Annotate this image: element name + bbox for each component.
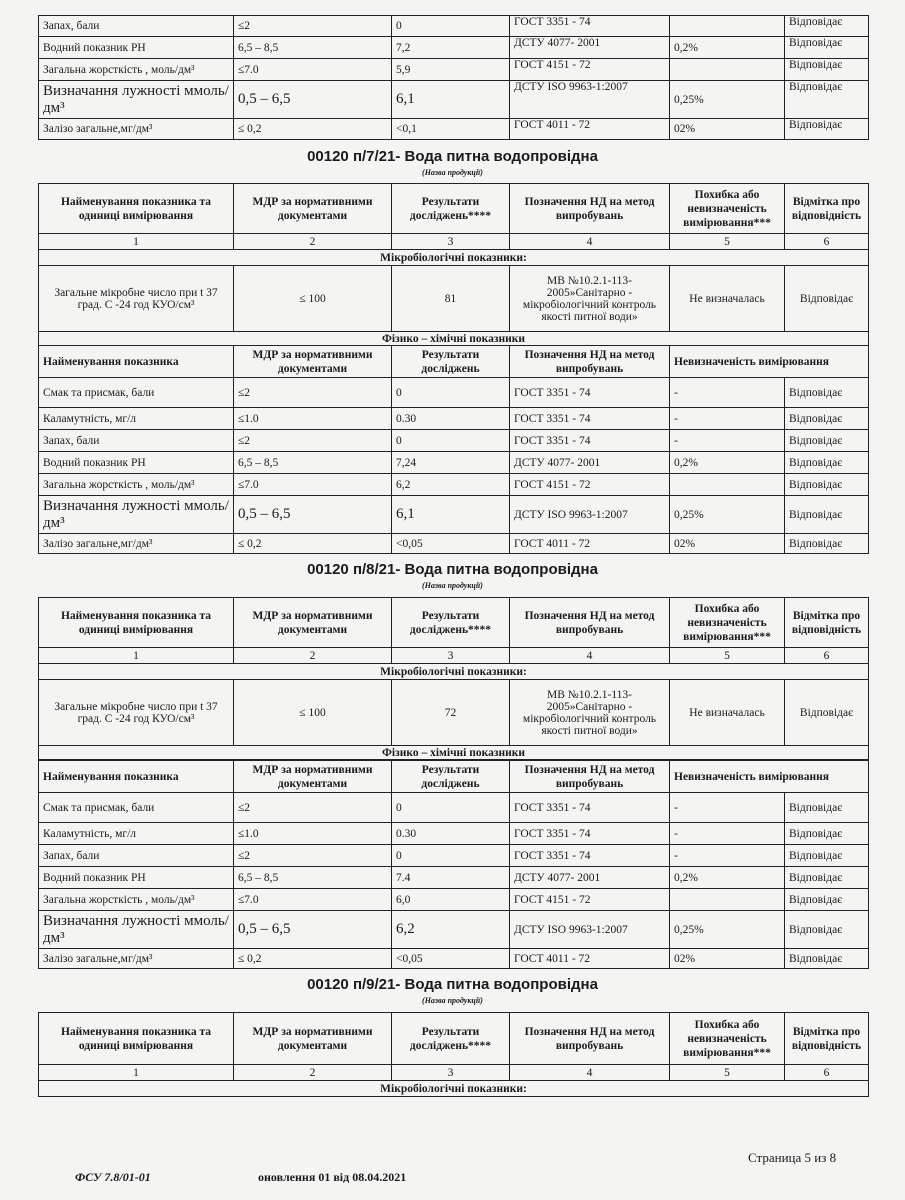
cell-result: 0.30 <box>392 408 510 430</box>
cell-unc: - <box>670 845 785 867</box>
col-num: 4 <box>510 1065 670 1081</box>
cell-unc: 02% <box>670 949 785 969</box>
table-row <box>39 81 869 119</box>
cell-conf: Відповідає <box>785 867 869 889</box>
cell-result: 0 <box>392 430 510 452</box>
cell-name: Запах, бали <box>39 430 234 452</box>
header-method: Позначення НД на метод випробувань <box>510 184 670 234</box>
header-method: Позначення НД на метод випробувань <box>510 598 670 648</box>
cell-result: 6,1 <box>392 81 510 119</box>
col-num: 6 <box>785 1065 869 1081</box>
header-name: Найменування показника <box>39 346 234 378</box>
col-num: 3 <box>392 1065 510 1081</box>
cell-norm: ≤2 <box>234 16 392 37</box>
table-row <box>39 680 869 746</box>
header-conf: Відмітка про відповідність <box>785 1013 869 1065</box>
column-number-row <box>39 648 869 664</box>
section-label: Фізико – хімічні показники <box>39 746 869 760</box>
cell-unc <box>670 16 785 37</box>
table-row <box>39 430 869 452</box>
cell-result: 0 <box>392 845 510 867</box>
cell-result: 6,2 <box>392 474 510 496</box>
section-label: Мікробіологічні показники: <box>39 664 869 680</box>
cell-unc: 02% <box>670 119 785 140</box>
section-label: Фізико – хімічні показники <box>39 332 869 346</box>
header-result: Результати досліджень**** <box>392 184 510 234</box>
col-num: 5 <box>670 1065 785 1081</box>
cell-method: ГОСТ 3351 - 74 <box>510 408 670 430</box>
table-row <box>39 266 869 332</box>
table-row <box>39 911 869 949</box>
product-subtitle: (Назва продукції) <box>422 581 483 590</box>
cell-norm: 0,5 – 6,5 <box>234 911 392 949</box>
col-num: 4 <box>510 234 670 250</box>
table-row <box>39 889 869 911</box>
cell-unc: 0,2% <box>670 37 785 59</box>
cell-unc: 0,25% <box>670 81 785 119</box>
cell-result: <0,05 <box>392 949 510 969</box>
cell-method: ГОСТ 4011 - 72 <box>510 119 670 140</box>
cell-norm: 0,5 – 6,5 <box>234 81 392 119</box>
table-row <box>39 793 869 823</box>
cell-method: ГОСТ 3351 - 74 <box>510 430 670 452</box>
table-row <box>39 474 869 496</box>
product-subtitle: (Назва продукції) <box>422 168 483 177</box>
header-conf: Відмітка про відповідність <box>785 184 869 234</box>
cell-name: Каламутність, мг/л <box>39 408 234 430</box>
cell-method: ДСТУ ISO 9963-1:2007 <box>510 81 670 119</box>
cell-name: Водний показник РН <box>39 452 234 474</box>
cell-norm: ≤2 <box>234 378 392 408</box>
cell-method: ГОСТ 3351 - 74 <box>510 378 670 408</box>
cell-unc <box>670 59 785 81</box>
cell-unc <box>670 889 785 911</box>
header-norm: МДР за нормативними документами <box>234 1013 392 1065</box>
cell-unc: - <box>670 430 785 452</box>
cell-unc: Не визначалась <box>670 266 785 332</box>
cell-result: 72 <box>392 680 510 746</box>
page-number: Страница 5 из 8 <box>748 1150 837 1165</box>
cell-conf: Відповідає <box>785 378 869 408</box>
header-name: Найменування показника та одиниці вимірювання <box>39 598 234 648</box>
cell-name: Визначання лужності ммоль/дм³ <box>39 81 234 119</box>
cell-result: 7,24 <box>392 452 510 474</box>
cell-method: ГОСТ 4151 - 72 <box>510 59 670 81</box>
cell-result: 7,2 <box>392 37 510 59</box>
header-conf: Відмітка про відповідність <box>785 598 869 648</box>
table-row <box>39 949 869 969</box>
cell-name: Загальне мікробне число при t 37 град. С -24 год КУО/см³ <box>39 266 234 332</box>
cell-method: ГОСТ 3351 - 74 <box>510 845 670 867</box>
table-row <box>39 845 869 867</box>
col-num: 6 <box>785 648 869 664</box>
header-unc: Невизначеність вимірювання <box>670 346 869 378</box>
cell-conf: Відповідає <box>785 119 869 140</box>
table-chem-7 <box>38 345 869 554</box>
cell-name: Водний показник РН <box>39 37 234 59</box>
col-num: 3 <box>392 234 510 250</box>
cell-conf: Відповідає <box>785 823 869 845</box>
cell-norm: 6,5 – 8,5 <box>234 867 392 889</box>
section-row <box>39 250 869 266</box>
cell-result: 0.30 <box>392 823 510 845</box>
col-num: 4 <box>510 648 670 664</box>
table-header-row <box>39 761 869 793</box>
cell-conf: Відповідає <box>785 59 869 81</box>
cell-method: МВ №10.2.1-113-2005»Санітарно - мікробіологічний контроль якості питної води» <box>510 266 670 332</box>
cell-result: <0,05 <box>392 534 510 554</box>
cell-norm: ≤2 <box>234 845 392 867</box>
col-num: 6 <box>785 234 869 250</box>
table-row <box>39 119 869 140</box>
cell-name: Загальне мікробне число при t 37 град. С -24 год КУО/см³ <box>39 680 234 746</box>
cell-conf: Відповідає <box>785 793 869 823</box>
table-row <box>39 452 869 474</box>
table-row <box>39 59 869 81</box>
header-method: Позначення НД на метод випробувань <box>510 346 670 378</box>
cell-norm: 6,5 – 8,5 <box>234 37 392 59</box>
table-header-row <box>39 346 869 378</box>
cell-method: ГОСТ 4151 - 72 <box>510 474 670 496</box>
table-row <box>39 534 869 554</box>
cell-result: 6,1 <box>392 496 510 534</box>
cell-conf: Відповідає <box>785 911 869 949</box>
cell-method: ГОСТ 3351 - 74 <box>510 16 670 37</box>
cell-name: Визначання лужності ммоль/дм³ <box>39 911 234 949</box>
cell-name: Залізо загальне,мг/дм³ <box>39 949 234 969</box>
column-number-row <box>39 234 869 250</box>
section-label: Мікробіологічні показники: <box>39 250 869 266</box>
cell-conf: Відповідає <box>785 81 869 119</box>
product-title: 00120 п/7/21- Вода питна водопровідна <box>307 148 598 165</box>
cell-result: 6,0 <box>392 889 510 911</box>
table-row <box>39 867 869 889</box>
cell-method: ГОСТ 4011 - 72 <box>510 534 670 554</box>
section-row <box>39 1081 869 1097</box>
cell-name: Залізо загальне,мг/дм³ <box>39 119 234 140</box>
cell-name: Загальна жорсткість , моль/дм³ <box>39 474 234 496</box>
header-unc: Невизначеність вимірювання <box>670 761 869 793</box>
header-unc: Похибка або невизначеність вимірювання*** <box>670 598 785 648</box>
table-prev-chem <box>38 15 869 140</box>
section-row <box>39 746 869 760</box>
cell-conf: Відповідає <box>785 430 869 452</box>
header-name: Найменування показника <box>39 761 234 793</box>
cell-method: МВ №10.2.1-113-2005»Санітарно - мікробіологічний контроль якості питної води» <box>510 680 670 746</box>
section-row <box>39 332 869 346</box>
header-unc: Похибка або невизначеність вимірювання*** <box>670 184 785 234</box>
col-num: 3 <box>392 648 510 664</box>
cell-result: 7.4 <box>392 867 510 889</box>
revision-note: оновлення 01 від 08.04.2021 <box>258 1170 407 1184</box>
table-chem-8 <box>38 760 869 969</box>
cell-norm: ≤ 0,2 <box>234 119 392 140</box>
header-result: Результати досліджень <box>392 346 510 378</box>
product-subtitle: (Назва продукції) <box>422 996 483 1005</box>
cell-method: ГОСТ 3351 - 74 <box>510 793 670 823</box>
cell-conf: Відповідає <box>785 474 869 496</box>
cell-norm: ≤7.0 <box>234 889 392 911</box>
header-norm: МДР за нормативними документами <box>234 598 392 648</box>
header-unc: Похибка або невизначеність вимірювання*** <box>670 1013 785 1065</box>
col-num: 1 <box>39 648 234 664</box>
cell-conf: Відповідає <box>785 496 869 534</box>
cell-norm: ≤7.0 <box>234 59 392 81</box>
table-row <box>39 16 869 37</box>
cell-name: Водний показник РН <box>39 867 234 889</box>
cell-name: Каламутність, мг/л <box>39 823 234 845</box>
col-num: 2 <box>234 234 392 250</box>
cell-name: Смак та присмак, бали <box>39 378 234 408</box>
cell-norm: ≤ 0,2 <box>234 534 392 554</box>
cell-method: ДСТУ 4077- 2001 <box>510 452 670 474</box>
cell-conf: Відповідає <box>785 845 869 867</box>
product-title: 00120 п/8/21- Вода питна водопровідна <box>307 561 598 578</box>
cell-norm: ≤1.0 <box>234 823 392 845</box>
header-name: Найменування показника та одиниці вимірювання <box>39 184 234 234</box>
cell-method: ДСТУ 4077- 2001 <box>510 37 670 59</box>
column-number-row <box>39 1065 869 1081</box>
table-row <box>39 496 869 534</box>
col-num: 5 <box>670 648 785 664</box>
cell-result: 6,2 <box>392 911 510 949</box>
cell-method: ГОСТ 3351 - 74 <box>510 823 670 845</box>
cell-name: Загальна жорсткість , моль/дм³ <box>39 59 234 81</box>
cell-norm: ≤ 100 <box>234 266 392 332</box>
header-result: Результати досліджень <box>392 761 510 793</box>
cell-name: Загальна жорсткість , моль/дм³ <box>39 889 234 911</box>
cell-conf: Відповідає <box>785 534 869 554</box>
cell-unc: - <box>670 793 785 823</box>
cell-norm: ≤2 <box>234 430 392 452</box>
cell-conf: Відповідає <box>785 949 869 969</box>
cell-norm: ≤ 100 <box>234 680 392 746</box>
cell-method: ДСТУ ISO 9963-1:2007 <box>510 496 670 534</box>
table-row <box>39 37 869 59</box>
cell-unc: - <box>670 823 785 845</box>
cell-conf: Відповідає <box>785 408 869 430</box>
header-result: Результати досліджень**** <box>392 598 510 648</box>
cell-norm: 0,5 – 6,5 <box>234 496 392 534</box>
col-num: 5 <box>670 234 785 250</box>
cell-unc: 02% <box>670 534 785 554</box>
table-header-row <box>39 598 869 648</box>
cell-unc: 0,25% <box>670 496 785 534</box>
cell-unc: Не визначалась <box>670 680 785 746</box>
cell-unc: - <box>670 378 785 408</box>
cell-name: Визначання лужності ммоль/дм³ <box>39 496 234 534</box>
cell-conf: Відповідає <box>785 452 869 474</box>
table-header-row <box>39 184 869 234</box>
cell-norm: ≤ 0,2 <box>234 949 392 969</box>
cell-norm: ≤2 <box>234 793 392 823</box>
section-label: Мікробіологічні показники: <box>39 1081 869 1097</box>
cell-name: Залізо загальне,мг/дм³ <box>39 534 234 554</box>
table-micro-8 <box>38 597 869 760</box>
cell-conf: Відповідає <box>785 680 869 746</box>
cell-name: Смак та присмак, бали <box>39 793 234 823</box>
cell-norm: ≤1.0 <box>234 408 392 430</box>
cell-norm: 6,5 – 8,5 <box>234 452 392 474</box>
cell-conf: Відповідає <box>785 37 869 59</box>
cell-name: Запах, бали <box>39 16 234 37</box>
cell-method: ДСТУ 4077- 2001 <box>510 867 670 889</box>
cell-result: 5,9 <box>392 59 510 81</box>
cell-result: 81 <box>392 266 510 332</box>
col-num: 1 <box>39 1065 234 1081</box>
header-method: Позначення НД на метод випробувань <box>510 761 670 793</box>
cell-conf: Відповідає <box>785 889 869 911</box>
cell-norm: ≤7.0 <box>234 474 392 496</box>
cell-unc: - <box>670 408 785 430</box>
cell-result: <0,1 <box>392 119 510 140</box>
cell-unc: 0,2% <box>670 452 785 474</box>
table-header-row <box>39 1013 869 1065</box>
cell-conf: Відповідає <box>785 16 869 37</box>
col-num: 1 <box>39 234 234 250</box>
section-row <box>39 664 869 680</box>
cell-method: ДСТУ ISO 9963-1:2007 <box>510 911 670 949</box>
cell-result: 0 <box>392 793 510 823</box>
cell-result: 0 <box>392 16 510 37</box>
table-row <box>39 378 869 408</box>
header-norm: МДР за нормативними документами <box>234 184 392 234</box>
form-code: ФСУ 7.8/01-01 <box>75 1170 151 1184</box>
cell-unc: 0,2% <box>670 867 785 889</box>
col-num: 2 <box>234 648 392 664</box>
header-norm: МДР за нормативними документами <box>234 761 392 793</box>
cell-name: Запах, бали <box>39 845 234 867</box>
cell-unc: 0,25% <box>670 911 785 949</box>
header-norm: МДР за нормативними документами <box>234 346 392 378</box>
cell-method: ГОСТ 4011 - 72 <box>510 949 670 969</box>
table-row <box>39 823 869 845</box>
cell-result: 0 <box>392 378 510 408</box>
product-title: 00120 п/9/21- Вода питна водопровідна <box>307 976 598 993</box>
table-row <box>39 408 869 430</box>
table-micro-7 <box>38 183 869 346</box>
header-method: Позначення НД на метод випробувань <box>510 1013 670 1065</box>
cell-method: ГОСТ 4151 - 72 <box>510 889 670 911</box>
header-result: Результати досліджень**** <box>392 1013 510 1065</box>
table-micro-9 <box>38 1012 869 1097</box>
col-num: 2 <box>234 1065 392 1081</box>
cell-unc <box>670 474 785 496</box>
header-name: Найменування показника та одиниці вимірювання <box>39 1013 234 1065</box>
cell-conf: Відповідає <box>785 266 869 332</box>
